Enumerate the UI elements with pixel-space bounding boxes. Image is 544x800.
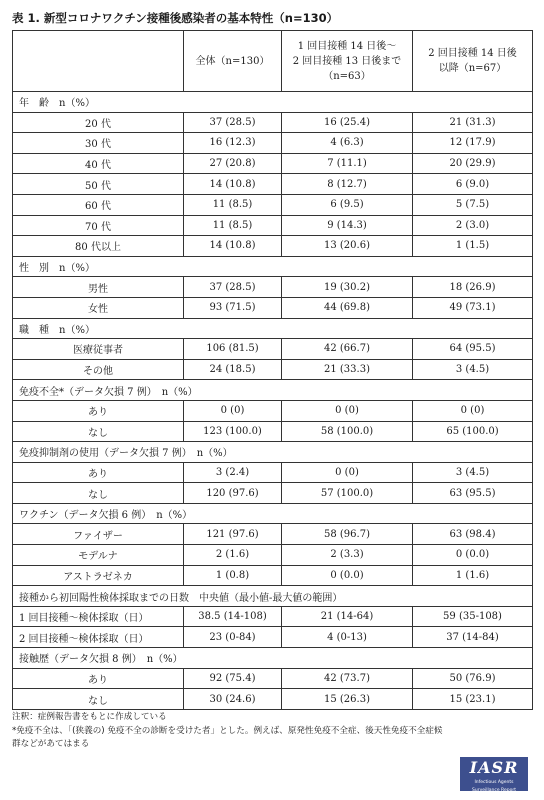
row-label: 50 代	[13, 174, 184, 195]
cell-value: 15 (23.1)	[413, 689, 533, 710]
table-row	[13, 297, 533, 318]
cell-value: 37 (28.5)	[184, 277, 282, 298]
table-row	[13, 668, 533, 689]
cell-value: 6 (9.5)	[282, 194, 413, 215]
cell-value: 63 (98.4)	[413, 524, 533, 545]
cell-value: 21 (14-64)	[282, 606, 413, 627]
cell-value: 11 (8.5)	[184, 194, 282, 215]
footnotes	[12, 711, 532, 752]
table-row	[13, 400, 533, 421]
section-heading: 接種から初回陽性検体採取までの日数 中央値（最小値-最大値の範囲）	[13, 586, 533, 607]
cell-value: 44 (69.8)	[282, 297, 413, 318]
section-heading: 性 別 n（%）	[13, 256, 533, 277]
row-label: 70 代	[13, 215, 184, 236]
footnote-source: 注釈：症例報告書をもとに作成している	[12, 712, 167, 722]
cell-value: 16 (12.3)	[184, 133, 282, 154]
cell-value: 0 (0)	[282, 462, 413, 483]
row-label: 30 代	[13, 133, 184, 154]
section-heading: 職 種 n（%）	[13, 318, 533, 339]
row-label: 20 代	[13, 112, 184, 133]
table-row	[13, 215, 533, 236]
cell-value: 58 (96.7)	[282, 524, 413, 545]
cell-value: 11 (8.5)	[184, 215, 282, 236]
cell-value: 49 (73.1)	[413, 297, 533, 318]
cell-value: 21 (33.3)	[282, 359, 413, 380]
section-heading-row	[13, 442, 533, 463]
section-heading: 接触歴（データ欠損 8 例） n（%）	[13, 648, 533, 669]
section-heading-row	[13, 648, 533, 669]
cell-value: 3 (4.5)	[413, 359, 533, 380]
section-heading-row	[13, 503, 533, 524]
row-label: ファイザー	[13, 524, 184, 545]
row-label: 女性	[13, 297, 184, 318]
row-label: あり	[13, 462, 184, 483]
row-label: 40 代	[13, 153, 184, 174]
cell-value: 0 (0)	[282, 400, 413, 421]
cell-value: 1 (1.5)	[413, 236, 533, 257]
cell-value: 1 (0.8)	[184, 565, 282, 586]
cell-value: 2 (1.6)	[184, 545, 282, 566]
cell-value: 4 (6.3)	[282, 133, 413, 154]
cell-value: 14 (10.8)	[184, 236, 282, 257]
cell-value: 57 (100.0)	[282, 483, 413, 504]
row-label: アストラゼネカ	[13, 565, 184, 586]
cell-value: 4 (0-13)	[282, 627, 413, 648]
table-row	[13, 194, 533, 215]
section-heading: ワクチン（データ欠損 6 例） n（%）	[13, 503, 533, 524]
iasr-logo-text: IASR	[469, 758, 519, 777]
section-heading-row	[13, 92, 533, 113]
section-heading: 年 齢 n（%）	[13, 92, 533, 113]
table-row	[13, 483, 533, 504]
header-after-second-dose: 2 回目接種 14 日後 以降（n=67）	[413, 31, 533, 92]
row-label: 60 代	[13, 194, 184, 215]
section-heading: 免疫不全*（データ欠損 7 例） n（%）	[13, 380, 533, 401]
cell-value: 6 (9.0)	[413, 174, 533, 195]
table-row	[13, 112, 533, 133]
cell-value: 121 (97.6)	[184, 524, 282, 545]
row-label: 医療従事者	[13, 339, 184, 360]
row-label: なし	[13, 421, 184, 442]
cell-value: 12 (17.9)	[413, 133, 533, 154]
table-title: 表 1. 新型コロナワクチン接種後感染者の基本特性（n=130）	[12, 11, 339, 25]
cell-value: 15 (26.3)	[282, 689, 413, 710]
cell-value: 64 (95.5)	[413, 339, 533, 360]
cell-value: 42 (73.7)	[282, 668, 413, 689]
cell-value: 3 (4.5)	[413, 462, 533, 483]
cell-value: 21 (31.3)	[413, 112, 533, 133]
section-heading: 免疫抑制剤の使用（データ欠損 7 例） n（%）	[13, 442, 533, 463]
cell-value: 27 (20.8)	[184, 153, 282, 174]
cell-value: 59 (35-108)	[413, 606, 533, 627]
header-total: 全体（n=130）	[184, 31, 282, 92]
table-row	[13, 133, 533, 154]
cell-value: 20 (29.9)	[413, 153, 533, 174]
cell-value: 0 (0.0)	[413, 545, 533, 566]
cell-value: 58 (100.0)	[282, 421, 413, 442]
cell-value: 38.5 (14-108)	[184, 606, 282, 627]
cell-value: 0 (0)	[413, 400, 533, 421]
section-heading-row	[13, 318, 533, 339]
iasr-logo	[460, 757, 528, 791]
cell-value: 13 (20.6)	[282, 236, 413, 257]
cell-value: 14 (10.8)	[184, 174, 282, 195]
cell-value: 16 (25.4)	[282, 112, 413, 133]
cell-value: 8 (12.7)	[282, 174, 413, 195]
cell-value: 5 (7.5)	[413, 194, 533, 215]
table-row	[13, 606, 533, 627]
table-row	[13, 689, 533, 710]
cell-value: 7 (11.1)	[282, 153, 413, 174]
row-label: あり	[13, 400, 184, 421]
footnote-immunodeficiency: *免疫不全は、「(狭義の) 免疫不全の診断を受けた者」とした。例えば、原発性免疫不全症、後天性免疫不全症候	[12, 725, 443, 736]
cell-value: 93 (71.5)	[184, 297, 282, 318]
iasr-logo-subtext: Infectious Agents Surveillance Report	[472, 780, 516, 793]
cell-value: 9 (14.3)	[282, 215, 413, 236]
table-row	[13, 545, 533, 566]
row-label: 男性	[13, 277, 184, 298]
section-heading-row	[13, 380, 533, 401]
row-label: 1 回目接種～検体採取（日）	[13, 606, 184, 627]
cell-value: 1 (1.6)	[413, 565, 533, 586]
table-row	[13, 359, 533, 380]
cell-value: 24 (18.5)	[184, 359, 282, 380]
row-label: なし	[13, 483, 184, 504]
cell-value: 37 (28.5)	[184, 112, 282, 133]
table-row	[13, 277, 533, 298]
table-row	[13, 462, 533, 483]
cell-value: 106 (81.5)	[184, 339, 282, 360]
header-row	[13, 31, 533, 92]
cell-value: 19 (30.2)	[282, 277, 413, 298]
row-label: 2 回目接種～検体採取（日）	[13, 627, 184, 648]
table-row	[13, 339, 533, 360]
table-row	[13, 627, 533, 648]
cell-value: 65 (100.0)	[413, 421, 533, 442]
cell-value: 123 (100.0)	[184, 421, 282, 442]
row-label: モデルナ	[13, 545, 184, 566]
header-empty	[13, 31, 184, 92]
cell-value: 2 (3.0)	[413, 215, 533, 236]
cell-value: 18 (26.9)	[413, 277, 533, 298]
cell-value: 63 (95.5)	[413, 483, 533, 504]
row-label: その他	[13, 359, 184, 380]
cell-value: 50 (76.9)	[413, 668, 533, 689]
cell-value: 92 (75.4)	[184, 668, 282, 689]
cell-value: 0 (0.0)	[282, 565, 413, 586]
cell-value: 30 (24.6)	[184, 689, 282, 710]
table-row	[13, 565, 533, 586]
table-row	[13, 421, 533, 442]
cell-value: 0 (0)	[184, 400, 282, 421]
header-after-first-dose: 1 回目接種 14 日後～ 2 回目接種 13 日後まで （n=63）	[282, 31, 413, 92]
section-heading-row	[13, 256, 533, 277]
characteristics-table	[12, 30, 533, 710]
cell-value: 3 (2.4)	[184, 462, 282, 483]
table-row	[13, 236, 533, 257]
cell-value: 37 (14-84)	[413, 627, 533, 648]
cell-value: 42 (66.7)	[282, 339, 413, 360]
table-row	[13, 174, 533, 195]
row-label: 80 代以上	[13, 236, 184, 257]
row-label: なし	[13, 689, 184, 710]
section-heading-row	[13, 586, 533, 607]
cell-value: 23 (0-84)	[184, 627, 282, 648]
table-row	[13, 153, 533, 174]
row-label: あり	[13, 668, 184, 689]
cell-value: 2 (3.3)	[282, 545, 413, 566]
table-row	[13, 524, 533, 545]
footnote-immunodeficiency-cont: 群などがあてはまる	[12, 739, 90, 749]
cell-value: 120 (97.6)	[184, 483, 282, 504]
